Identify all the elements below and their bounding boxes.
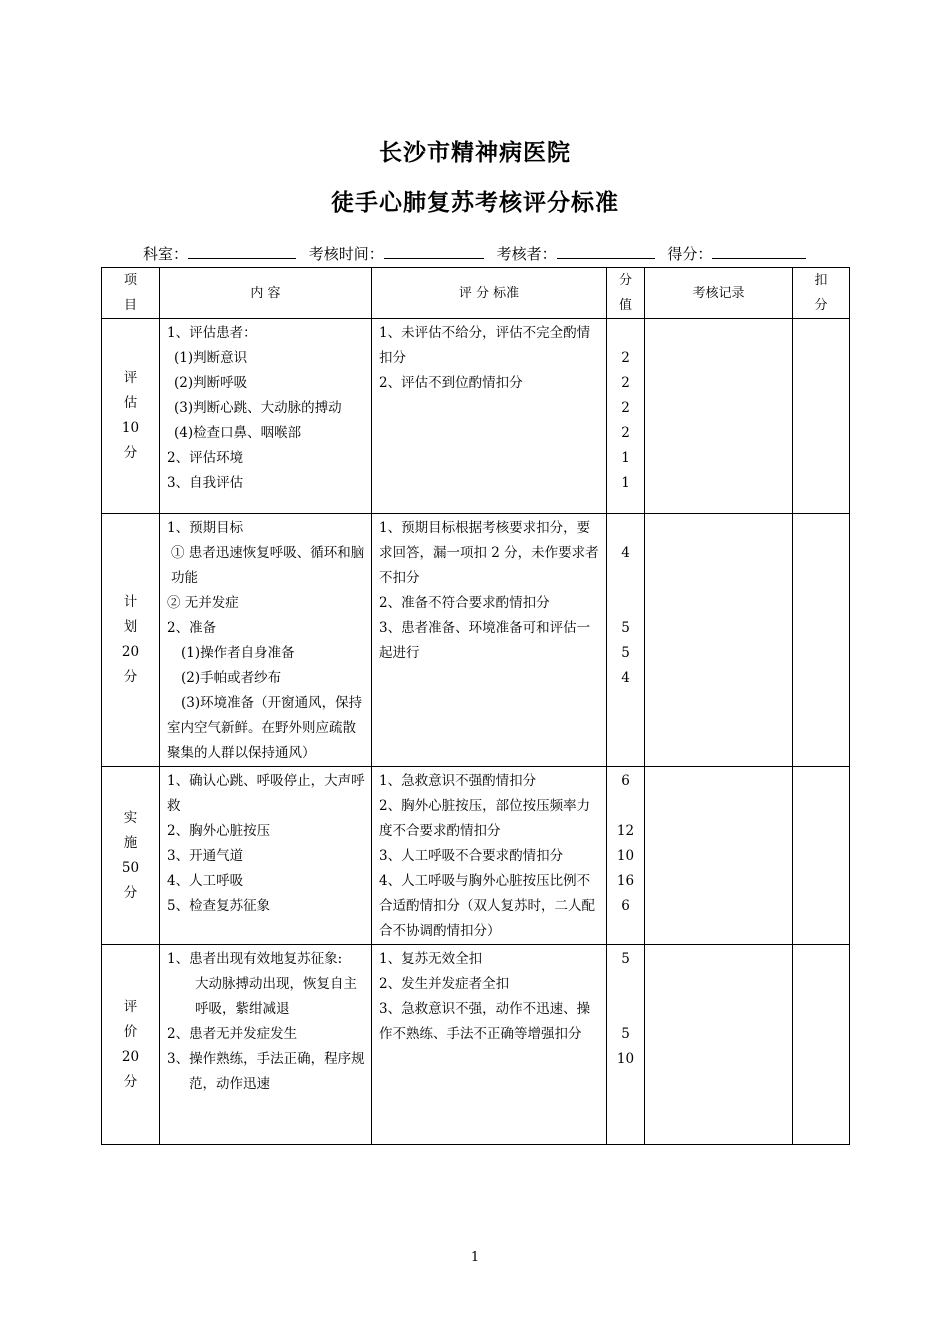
header-deduct: 扣 分 — [793, 268, 850, 319]
table-row — [102, 319, 850, 514]
score-field[interactable] — [712, 244, 806, 259]
table-header-row — [102, 268, 850, 319]
examiner-field[interactable] — [557, 244, 655, 259]
page-number: 1 — [470, 1250, 480, 1265]
header-standard: 评 分 标准 — [372, 268, 607, 319]
table-row — [102, 514, 850, 767]
row-content: 1、确认心跳、呼吸停止，大声呼救 2、胸外心脏按压 3、开通气道 4、人工呼吸 5、检查复苏征象 — [160, 767, 372, 945]
row-item-label: 实 施 50 分 — [102, 767, 160, 945]
row-content: 1、评估患者： (1)判断意识 (2)判断呼吸 (3)判断心跳、大动脉的搏动 (4)检查口鼻、咽喉部 2、评估环境 3、自我评估 — [160, 319, 372, 514]
row-record-cell[interactable] — [645, 514, 793, 767]
row-standard: 1、预期目标根据考核要求扣分，要求回答，漏一项扣 2 分，未作要求者不扣分 2、准备不符合要求酌情扣分 3、患者准备、环境准备可和评估一起进行 — [372, 514, 607, 767]
header-points: 分 值 — [607, 268, 645, 319]
row-content: 1、患者出现有效地复苏征象: 大动脉搏动出现，恢复自主呼吸，紫绀减退 2、患者无并发症发生 3、操作熟练，手法正确，程序规范，动作迅速 — [160, 945, 372, 1145]
row-item-label: 评 估 10 分 — [102, 319, 160, 514]
scoring-table — [101, 267, 850, 1145]
row-deduct-cell[interactable] — [793, 514, 850, 767]
row-item-label: 计 划 20 分 — [102, 514, 160, 767]
row-points: 2 2 2 2 1 1 — [607, 319, 645, 514]
time-label: 考核时间： — [308, 245, 384, 263]
row-standard: 1、复苏无效全扣 2、发生并发症者全扣 3、急救意识不强，动作不迅速、操作不熟练、手法不正确等增强扣分 — [372, 945, 607, 1145]
row-record-cell[interactable] — [645, 767, 793, 945]
header-record: 考核记录 — [645, 268, 793, 319]
row-record-cell[interactable] — [645, 945, 793, 1145]
row-deduct-cell[interactable] — [793, 767, 850, 945]
examiner-label: 考核者： — [496, 245, 557, 263]
row-standard: 1、急救意识不强酌情扣分 2、胸外心脏按压，部位按压频率力度不合要求酌情扣分 3、人工呼吸不合要求酌情扣分 4、人工呼吸与胸外心脏按压比例不合适酌情扣分（双人复苏时，二人配合不协调酌情扣分） — [372, 767, 607, 945]
time-field[interactable] — [384, 244, 484, 259]
header-item: 项 目 — [102, 268, 160, 319]
table-row — [102, 945, 850, 1145]
info-line — [143, 243, 806, 264]
row-deduct-cell[interactable] — [793, 319, 850, 514]
row-points: 6 12 10 16 6 — [607, 767, 645, 945]
dept-label: 科室： — [143, 245, 189, 263]
row-item-label: 评 价 20 分 — [102, 945, 160, 1145]
table-row — [102, 767, 850, 945]
dept-field[interactable] — [188, 244, 296, 259]
row-standard: 1、未评估不给分，评估不完全酌情扣分 2、评估不到位酌情扣分 — [372, 319, 607, 514]
hospital-title: 长沙市精神病医院 — [379, 140, 571, 166]
score-label: 得分： — [667, 245, 713, 263]
row-deduct-cell[interactable] — [793, 945, 850, 1145]
row-record-cell[interactable] — [645, 319, 793, 514]
row-points: 5 5 10 — [607, 945, 645, 1145]
document-title: 徒手心肺复苏考核评分标准 — [331, 190, 619, 216]
row-points: 4 5 5 4 — [607, 514, 645, 767]
header-content: 内 容 — [160, 268, 372, 319]
row-content: 1、预期目标 ① 患者迅速恢复呼吸、循环和脑功能 ② 无并发症 2、准备 (1)操作者自身准备 (2)手帕或者纱布 (3)环境准备（开窗通风，保持室内空气新鲜。在野外则应疏散聚集的人群以保持通风） — [160, 514, 372, 767]
